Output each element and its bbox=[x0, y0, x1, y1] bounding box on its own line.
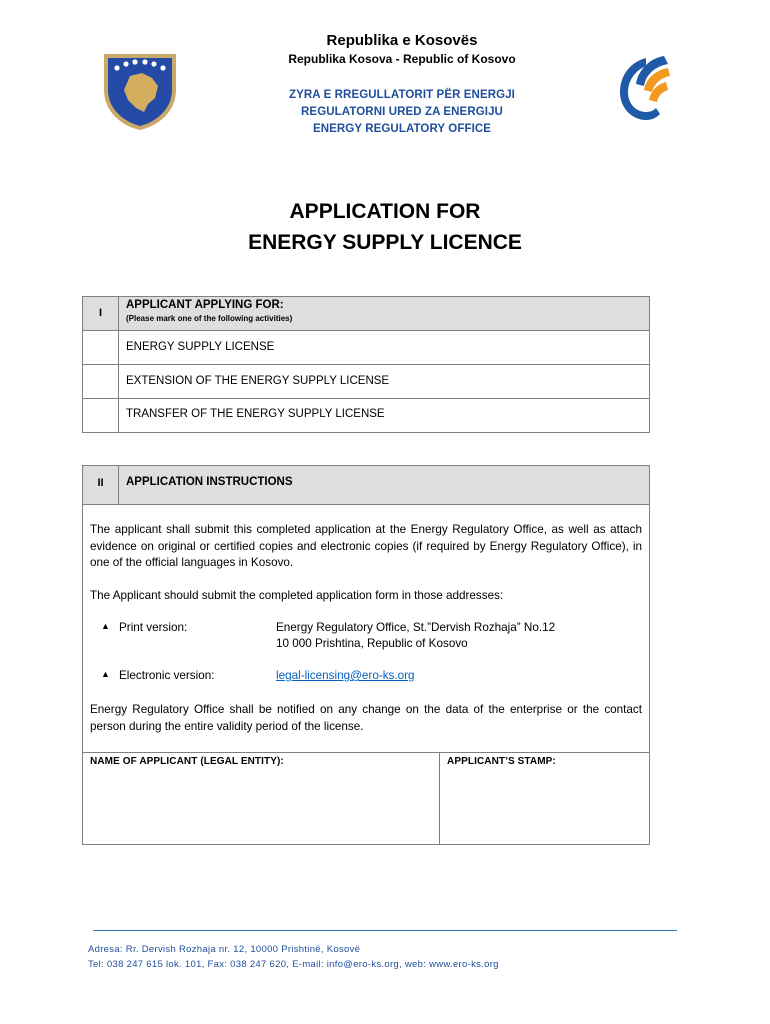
option-checkbox-cell[interactable] bbox=[83, 399, 119, 432]
option-row[interactable] bbox=[83, 399, 649, 432]
section1-heading: APPLICANT APPLYING FOR: bbox=[126, 299, 284, 311]
section-application-instructions bbox=[82, 465, 650, 845]
org-name-serbian: REGULATORNI URED ZA ENERGIJU bbox=[301, 106, 503, 118]
triangle-bullet-icon: ▲ bbox=[101, 621, 110, 631]
applicant-name-field[interactable] bbox=[83, 753, 440, 844]
document-title-line2: ENERGY SUPPLY LICENCE bbox=[248, 231, 522, 254]
applicant-stamp-field[interactable] bbox=[440, 753, 649, 844]
triangle-bullet-icon: ▲ bbox=[101, 669, 110, 679]
section1-header-row bbox=[83, 297, 649, 331]
org-name-albanian: ZYRA E RREGULLATORIT PËR ENERGJI bbox=[289, 89, 515, 101]
kosovo-coat-of-arms-icon bbox=[100, 50, 180, 132]
section2-heading: APPLICATION INSTRUCTIONS bbox=[126, 476, 293, 488]
print-version-label: Print version: bbox=[119, 621, 188, 634]
option-checkbox-cell[interactable] bbox=[83, 365, 119, 398]
org-name-english: ENERGY REGULATORY OFFICE bbox=[312, 123, 492, 135]
email-link[interactable]: legal-licensing@ero-ks.org bbox=[276, 669, 415, 682]
country-name-native: Republika e Kosovës bbox=[326, 32, 478, 49]
addresses-intro: The Applicant should submit the completed application form in those addresses: bbox=[90, 589, 504, 602]
option-row[interactable] bbox=[83, 365, 649, 399]
option-label: TRANSFER OF THE ENERGY SUPPLY LICENSE bbox=[126, 408, 385, 420]
document-title-line1: APPLICATION FOR bbox=[289, 200, 481, 223]
section2-header-row bbox=[83, 466, 649, 505]
print-address-line2: 10 000 Prishtina, Republic of Kosovo bbox=[276, 637, 468, 650]
footer-contact: Tel: 038 247 615 lok. 101, Fax: 038 247 620, E-mail: info@ero-ks.org, web: www.ero-ks.org bbox=[88, 959, 499, 970]
option-label: EXTENSION OF THE ENERGY SUPPLY LICENSE bbox=[126, 375, 390, 387]
applicant-stamp-label: APPLICANT’S STAMP: bbox=[447, 756, 556, 767]
print-address-line1: Energy Regulatory Office, St.”Dervish Rozhaja” No.12 bbox=[276, 621, 556, 634]
instructions-paragraph: The applicant shall submit this completed application at the Energy Regulatory Office, as well as attach evidence on original or certified copies and electronic copies (if required by Energy Regulatory Office), in one of the official languages in Kosovo. bbox=[90, 523, 642, 569]
section-applicant-applying-for bbox=[82, 296, 650, 433]
option-label: ENERGY SUPPLY LICENSE bbox=[126, 341, 275, 353]
section1-note: (Please mark one of the following activities) bbox=[126, 314, 293, 323]
section2-number: II bbox=[83, 466, 119, 504]
footer-divider bbox=[93, 930, 677, 931]
electronic-version-label: Electronic version: bbox=[119, 669, 215, 682]
ero-logo-icon bbox=[616, 52, 672, 124]
notification-paragraph: Energy Regulatory Office shall be notified on any change on the data of the enterprise or the contact person during the entire validity period of the license. bbox=[90, 703, 642, 733]
country-name-multilang: Republika Kosova - Republic of Kosovo bbox=[288, 52, 516, 66]
footer-address: Adresa: Rr. Dervish Rozhaja nr. 12, 10000 Prishtinë, Kosovë bbox=[88, 944, 361, 955]
applicant-name-label: NAME OF APPLICANT (LEGAL ENTITY): bbox=[90, 756, 284, 767]
section1-number: I bbox=[83, 297, 119, 330]
applicant-signature-row bbox=[83, 752, 649, 844]
option-checkbox-cell[interactable] bbox=[83, 331, 119, 364]
option-row[interactable] bbox=[83, 331, 649, 365]
